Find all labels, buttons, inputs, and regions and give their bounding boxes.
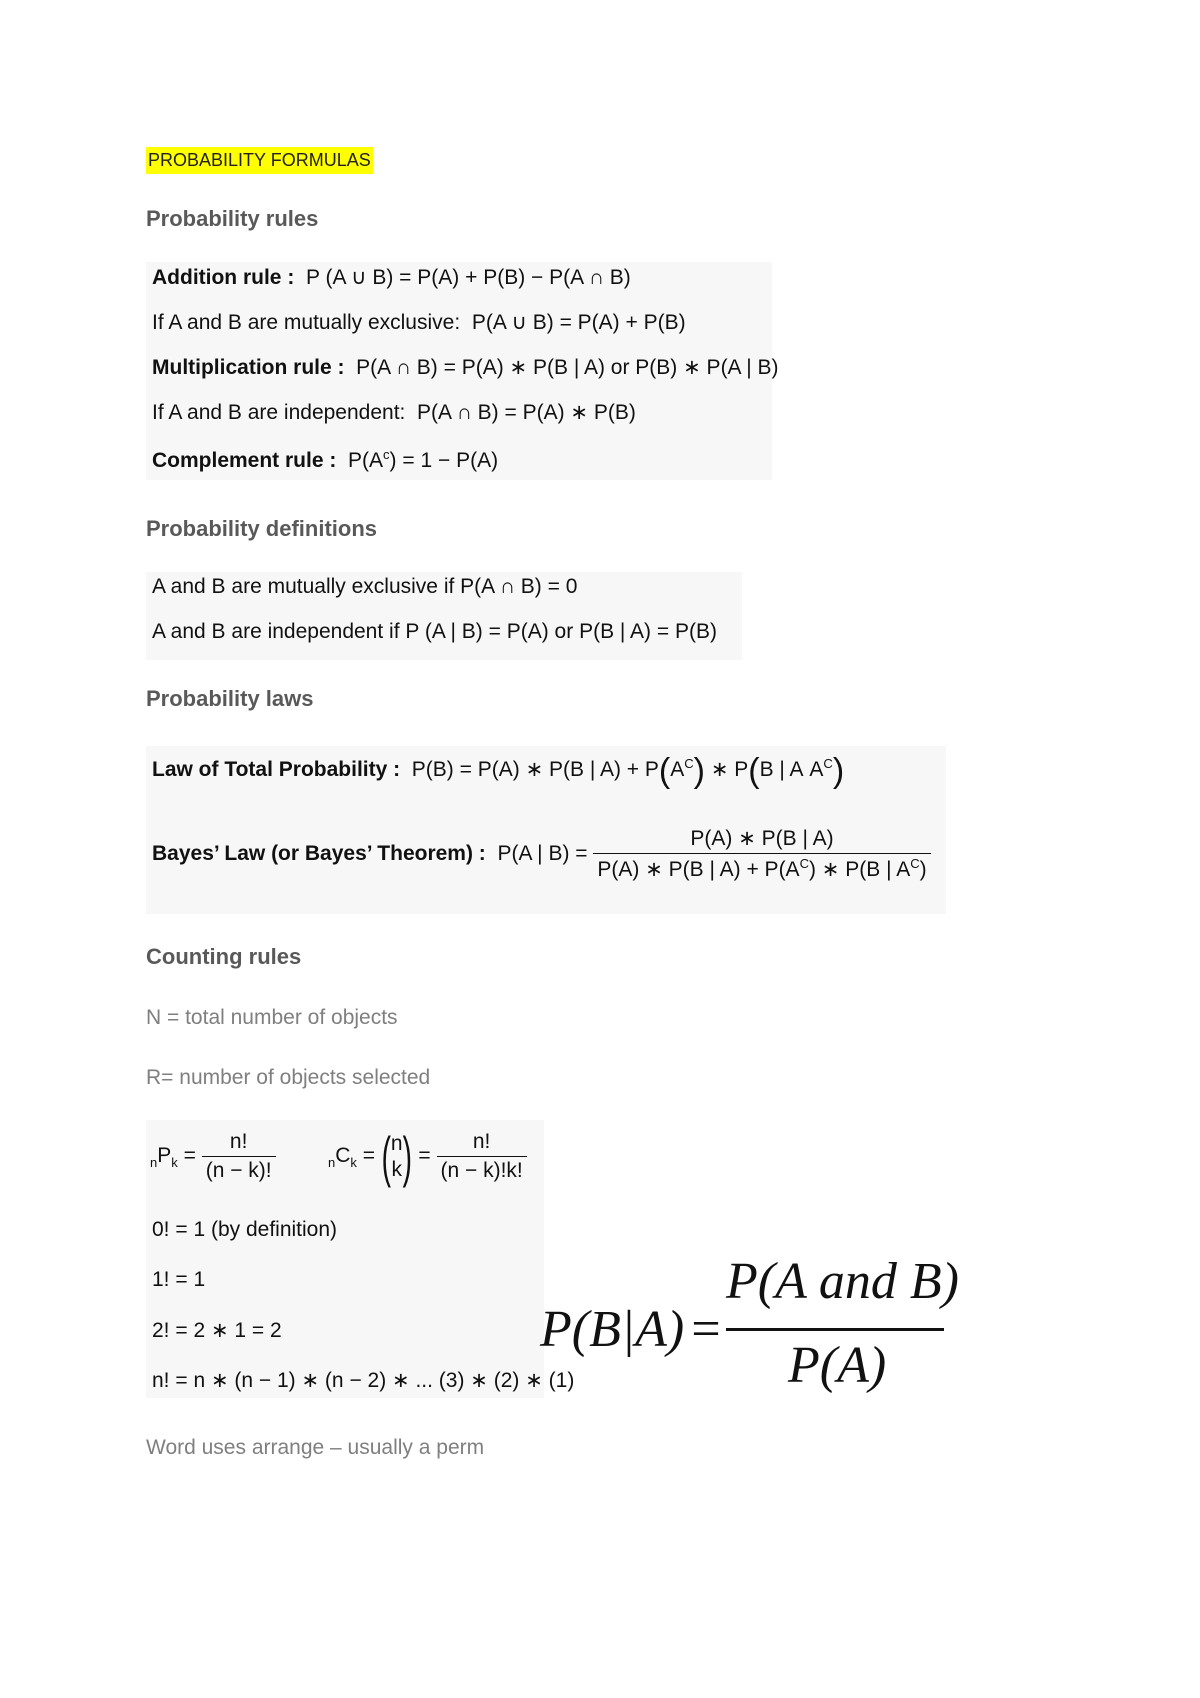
perm-numerator: n! [229,1130,248,1153]
binom-bottom: k [391,1157,402,1181]
comb-sub-n: n [328,1155,336,1171]
perm-sub-n: n [150,1155,158,1171]
conditional-numerator: P(A and B) [726,1253,959,1310]
definition-independent: A and B are independent if P (A | B) = P(A) or P(B | A) = P(B) [152,620,717,643]
definition-mutually-exclusive: A and B are mutually exclusive if P(A ∩ B) = 0 [152,575,578,598]
page-title: PROBABILITY FORMULAS [146,147,373,174]
law-of-total-probability: Law of Total Probability : P(B) = P(A) ∗ P(B | $A) + P(A^C)$ ∗ P(B | A $A^C$) [152,752,845,790]
addition-rule-formula: P (A ∪ B) = P(A) + P(B) − P(A ∩ B) [306,266,631,289]
conditional-lhs: P(B|A) [540,1301,685,1358]
comb-symbol: C [335,1144,351,1168]
probability-rules-formulas [146,262,779,480]
binomial-coefficient: ( n k ) [381,1124,412,1188]
perm-denominator: (n − k)! [202,1156,276,1183]
bayes-law [152,826,931,882]
multiplication-rule [152,355,779,380]
independent-text: If A and B are independent: [152,401,406,424]
factorial-n: n! = n ∗ (n − 1) ∗ (n − 2) ∗ ... (3) ∗ (2) ∗ (1) [152,1369,575,1392]
mutually-exclusive-text: If A and B are mutually exclusive: [152,311,461,334]
independent-formula: P(A ∩ B) = P(A) ∗ P(B) [417,401,636,424]
counting-formulas [146,1120,575,1398]
note-text: Word uses arrange – usually a perm [146,1436,485,1459]
addition-rule-label: Addition rule : [152,266,295,289]
comb-sub-k: k [350,1155,357,1171]
permutation-formula: $_nP_k$ = $\frac{n!}{(n - k)!}$ [150,1130,276,1183]
multiplication-rule-label: Multiplication rule : [152,356,345,379]
comb-fraction [437,1130,527,1183]
total-probability-formula-c: ∗ P [710,758,749,781]
total-probability-superscript: C [684,756,694,771]
r-definition: R= number of objects selected [146,1066,431,1089]
bayes-denominator: P(A) ∗ P(B | $A) + P(A^C)$ ∗ P(B | $A^C$) [593,853,930,882]
complement-formula-a: P(A [348,449,384,472]
n-definition: N = total number of objects [146,1006,398,1029]
probability-definitions-formulas [146,572,742,660]
combination-formula: $_nC_k$ = ( n k ) = $\frac{n!}{(n - k)!k!}$ [328,1130,527,1183]
perm-symbol: P [157,1144,172,1168]
total-probability-formula-a: P(B) = P(A) ∗ P(B | A) + P [411,758,659,781]
fraction-bar [726,1328,944,1331]
probability-laws-formulas [146,746,946,914]
heading-counting-rules: Counting rules [146,944,302,969]
conditional-equals: = [688,1301,724,1358]
complement-rule-label: Complement rule : [152,449,337,472]
total-probability-formula-b: A [670,758,685,781]
heading-probability-laws: Probability laws [146,686,314,711]
factorial-zero: 0! = 1 (by definition) [152,1218,338,1241]
mutually-exclusive-formula: P(A ∪ B) = P(A) + P(B) [471,311,686,334]
perm-fraction [202,1130,276,1183]
addition-rule [152,265,631,290]
multiplication-rule-formula: P(A ∩ B) = P(A) ∗ P(B | A) or P(B) ∗ P(A | B) [356,356,779,379]
total-probability-label: Law of Total Probability : [152,758,401,781]
heading-probability-rules: Probability rules [146,206,319,231]
bayes-fraction [593,826,930,882]
factorial-one: 1! = 1 [152,1268,206,1291]
perm-sub-k: k [171,1155,178,1171]
complement-formula-b: ) = 1 − P(A) [389,449,499,472]
bayes-lhs: P(A | B) = [497,842,588,865]
comb-denominator: (n − k)!k! [437,1156,527,1183]
conditional-denominator: P(A) [788,1337,887,1394]
mutually-exclusive-rule [152,310,686,335]
total-probability-formula-d: B | A [759,758,804,781]
complement-superscript: c [383,447,390,462]
binom-top: n [390,1131,403,1155]
heading-probability-definitions: Probability definitions [146,516,378,541]
independent-rule [152,400,636,425]
factorial-two: 2! = 2 ∗ 1 = 2 [152,1319,282,1342]
bayes-label: Bayes’ Law (or Bayes’ Theorem) : [152,842,486,865]
complement-rule [152,447,498,473]
bayes-numerator: P(A) ∗ P(B | A) [690,827,834,850]
comb-numerator: n! [472,1130,491,1153]
